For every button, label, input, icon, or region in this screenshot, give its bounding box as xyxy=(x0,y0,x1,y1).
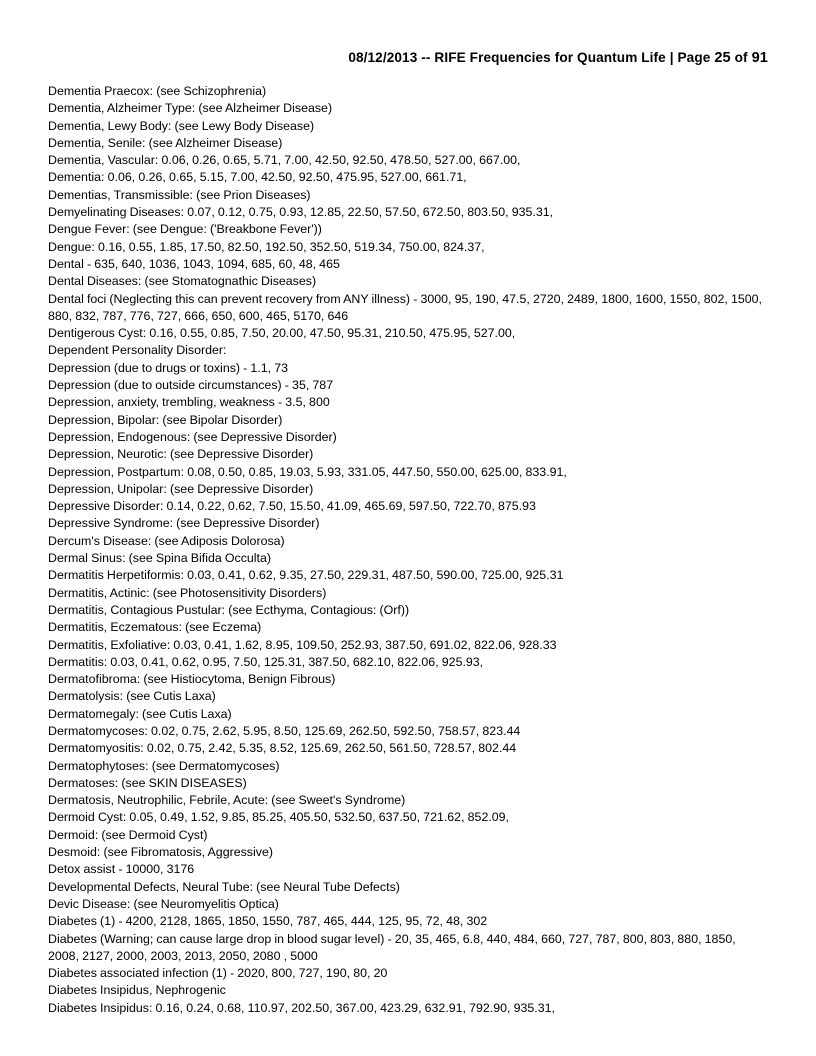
frequency-entry: Diabetes Insipidus, Nephrogenic xyxy=(48,983,226,998)
frequency-entry: Dermoid: (see Dermoid Cyst) xyxy=(48,827,208,842)
frequency-entry: Dengue Fever: (see Dengue: ('Breakbone Fever')) xyxy=(48,222,322,237)
frequency-entry: Depressive Disorder: 0.14, 0.22, 0.62, 7.50, 15.50, 41.09, 465.69, 597.50, 722.70, 875.93 xyxy=(48,499,536,514)
page-header xyxy=(0,49,768,67)
frequency-entry: Dermatitis, Contagious Pustular: (see Ecthyma, Contagious: (Orf)) xyxy=(48,602,410,617)
frequency-entry: Diabetes (1) - 4200, 2128, 1865, 1850, 1550, 787, 465, 444, 125, 95, 72, 48, 302 xyxy=(48,914,488,929)
total-pages: 91 xyxy=(751,50,768,66)
frequency-entry: Depression (due to outside circumstances) - 35, 787 xyxy=(48,378,334,393)
frequency-entry: Depression, Postpartum: 0.08, 0.50, 0.85, 19.03, 5.93, 331.05, 447.50, 550.00, 625.00, 833.91, xyxy=(48,464,567,479)
frequency-entry-list xyxy=(48,83,768,1017)
frequency-entry: Dermal Sinus: (see Spina Bifida Occulta) xyxy=(48,551,272,566)
frequency-entry: Demyelinating Diseases: 0.07, 0.12, 0.75, 0.93, 12.85, 22.50, 57.50, 672.50, 803.50, 935.31, xyxy=(48,205,554,220)
frequency-entry: Dermatitis, Exfoliative: 0.03, 0.41, 1.62, 8.95, 109.50, 252.93, 387.50, 691.02, 822.06, 928.33 xyxy=(48,637,557,652)
frequency-entry: Dermatitis: 0.03, 0.41, 0.62, 0.95, 7.50, 125.31, 387.50, 682.10, 822.06, 925.93, xyxy=(48,654,484,669)
frequency-entry: Dermatofibroma: (see Histiocytoma, Benign Fibrous) xyxy=(48,672,336,687)
frequency-entry: Diabetes associated infection (1) - 2020, 800, 727, 190, 80, 20 xyxy=(48,966,388,981)
frequency-entry: Dermatomycoses: 0.02, 0.75, 2.62, 5.95, 8.50, 125.69, 262.50, 592.50, 758.57, 823.44 xyxy=(48,723,521,738)
frequency-entry: Depression, anxiety, trembling, weakness - 3.5, 800 xyxy=(48,395,330,410)
frequency-entry: Dermatosis, Neutrophilic, Febrile, Acute: (see Sweet's Syndrome) xyxy=(48,793,406,808)
of-label: of xyxy=(734,50,748,65)
frequency-entry: Dermatomyositis: 0.02, 0.75, 2.42, 5.35, 8.52, 125.69, 262.50, 561.50, 728.57, 802.44 xyxy=(48,741,517,756)
frequency-entry: Diabetes Insipidus: 0.16, 0.24, 0.68, 110.97, 202.50, 367.00, 423.29, 632.91, 792.90, 935.31, xyxy=(48,1000,555,1015)
frequency-entry: Depression, Unipolar: (see Depressive Disorder) xyxy=(48,481,314,496)
frequency-entry: Dementia: 0.06, 0.26, 0.65, 5.15, 7.00, 42.50, 92.50, 475.95, 527.00, 661.71, xyxy=(48,170,467,185)
frequency-entry: Dermatolysis: (see Cutis Laxa) xyxy=(48,689,216,704)
frequency-entry: Depression, Endogenous: (see Depressive Disorder) xyxy=(48,429,337,444)
page-label: Page xyxy=(677,50,711,65)
frequency-entry: Dercum's Disease: (see Adiposis Dolorosa) xyxy=(48,533,285,548)
frequency-entry: Dependent Personality Disorder: xyxy=(48,343,227,358)
frequency-entry: Dengue: 0.16, 0.55, 1.85, 17.50, 82.50, 192.50, 352.50, 519.34, 750.00, 824.37, xyxy=(48,239,485,254)
frequency-entry: Dementia, Lewy Body: (see Lewy Body Disease) xyxy=(48,118,315,133)
frequency-entry: Diabetes (Warning; can cause large drop in blood sugar level) - 20, 35, 465, 6.8, 440, 484, 660, 727, 787, 800, 803, 880, 1850, 2008, 2127, 2000, 2003, 2013, 2050, 2080 , 5000 xyxy=(48,931,736,963)
frequency-entry: Dentigerous Cyst: 0.16, 0.55, 0.85, 7.50, 20.00, 47.50, 95.31, 210.50, 475.95, 527.00, xyxy=(48,326,516,341)
frequency-entry: Desmoid: (see Fibromatosis, Aggressive) xyxy=(48,845,273,860)
frequency-entry: Dementia, Vascular: 0.06, 0.26, 0.65, 5.71, 7.00, 42.50, 92.50, 478.50, 527.00, 667.00, xyxy=(48,153,521,168)
frequency-entry: Developmental Defects, Neural Tube: (see Neural Tube Defects) xyxy=(48,879,400,894)
page-number: 25 xyxy=(714,50,731,66)
frequency-entry: Depressive Syndrome: (see Depressive Disorder) xyxy=(48,516,320,531)
frequency-entry: Depression (due to drugs or toxins) - 1.1, 73 xyxy=(48,360,289,375)
frequency-entry: Detox assist - 10000, 3176 xyxy=(48,862,195,877)
frequency-entry: Depression, Bipolar: (see Bipolar Disorder) xyxy=(48,412,283,427)
frequency-entry: Dermatitis, Eczematous: (see Eczema) xyxy=(48,620,262,635)
header-divider: | xyxy=(669,50,674,65)
frequency-entry: Dermatomegaly: (see Cutis Laxa) xyxy=(48,706,232,721)
frequency-entry: Dermatitis Herpetiformis: 0.03, 0.41, 0.62, 9.35, 27.50, 229.31, 487.50, 590.00, 725.00, 925.31 xyxy=(48,568,564,583)
frequency-entry: Dementia, Senile: (see Alzheimer Disease) xyxy=(48,135,283,150)
document-title: RIFE Frequencies for Quantum Life xyxy=(434,50,666,65)
frequency-entry: Dermatophytoses: (see Dermatomycoses) xyxy=(48,758,280,773)
frequency-entry: Dental foci (Neglecting this can prevent recovery from ANY illness) - 3000, 95, 190, 47.5, 2720, 2489, 1800, 1600, 1550, 802, 1500, 880, 832, 787, 776, 727, 666, 650, 600, 465, 5170, 646 xyxy=(48,291,762,323)
frequency-entry: Dermatitis, Actinic: (see Photosensitivity Disorders) xyxy=(48,585,327,600)
frequency-entry: Devic Disease: (see Neuromyelitis Optica) xyxy=(48,896,279,911)
frequency-entry: Dental - 635, 640, 1036, 1043, 1094, 685, 60, 48, 465 xyxy=(48,256,340,271)
frequency-entry: Dermoid Cyst: 0.05, 0.49, 1.52, 9.85, 85.25, 405.50, 532.50, 637.50, 721.62, 852.09, xyxy=(48,810,509,825)
frequency-entry: Dermatoses: (see SKIN DISEASES) xyxy=(48,775,247,790)
frequency-entry: Dementia Praecox: (see Schizophrenia) xyxy=(48,84,267,98)
frequency-entry: Dental Diseases: (see Stomatognathic Diseases) xyxy=(48,274,317,289)
frequency-entry: Dementia, Alzheimer Type: (see Alzheimer Disease) xyxy=(48,101,333,116)
header-date: 08/12/2013 xyxy=(348,50,418,65)
frequency-entry: Depression, Neurotic: (see Depressive Disorder) xyxy=(48,447,314,462)
header-separator: -- xyxy=(421,50,431,65)
frequency-entry: Dementias, Transmissible: (see Prion Diseases) xyxy=(48,187,311,202)
